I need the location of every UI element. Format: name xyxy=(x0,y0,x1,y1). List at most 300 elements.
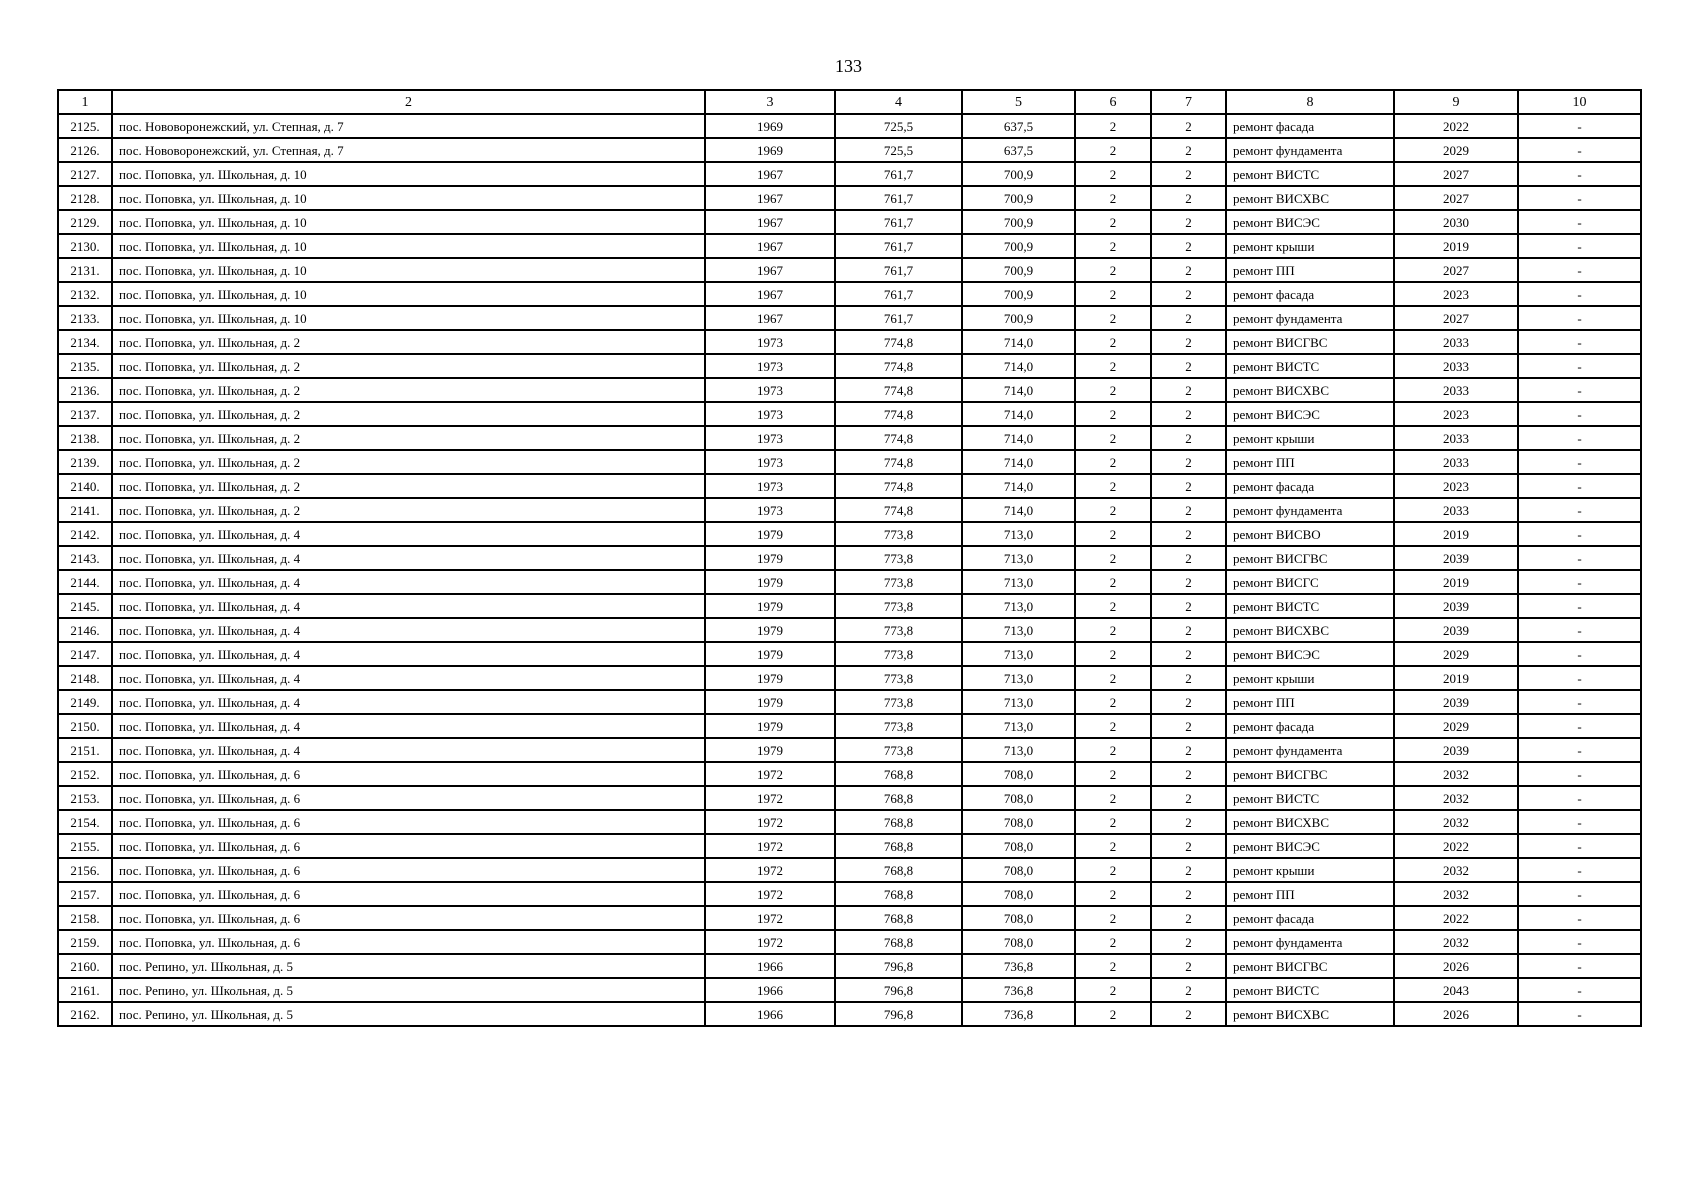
work-type-cell: ремонт крыши xyxy=(1226,666,1394,690)
year-cell: 1973 xyxy=(705,402,835,426)
table-row xyxy=(58,954,1641,978)
floors-cell: 2 xyxy=(1075,450,1151,474)
living-area-cell: 714,0 xyxy=(962,402,1075,426)
row-number-cell: 2141. xyxy=(58,498,112,522)
year-cell: 1973 xyxy=(705,426,835,450)
row-number-cell: 2138. xyxy=(58,426,112,450)
table-row xyxy=(58,426,1641,450)
floors-cell: 2 xyxy=(1075,282,1151,306)
row-number-cell: 2126. xyxy=(58,138,112,162)
note-cell: - xyxy=(1518,810,1641,834)
year-cell: 1967 xyxy=(705,282,835,306)
floors-cell: 2 xyxy=(1075,882,1151,906)
entrances-cell: 2 xyxy=(1151,138,1226,162)
table-row xyxy=(58,882,1641,906)
work-type-cell: ремонт ВИСХВС xyxy=(1226,186,1394,210)
plan-year-cell: 2033 xyxy=(1394,450,1518,474)
entrances-cell: 2 xyxy=(1151,882,1226,906)
note-cell: - xyxy=(1518,858,1641,882)
table-row xyxy=(58,1002,1641,1026)
table-row xyxy=(58,354,1641,378)
plan-year-cell: 2019 xyxy=(1394,234,1518,258)
row-number-cell: 2160. xyxy=(58,954,112,978)
work-type-cell: ремонт ВИСГВС xyxy=(1226,762,1394,786)
plan-year-cell: 2033 xyxy=(1394,330,1518,354)
plan-year-cell: 2027 xyxy=(1394,162,1518,186)
row-number-cell: 2158. xyxy=(58,906,112,930)
floors-cell: 2 xyxy=(1075,570,1151,594)
year-cell: 1973 xyxy=(705,450,835,474)
entrances-cell: 2 xyxy=(1151,378,1226,402)
address-cell: пос. Поповка, ул. Школьная, д. 2 xyxy=(112,474,705,498)
living-area-cell: 700,9 xyxy=(962,234,1075,258)
year-cell: 1967 xyxy=(705,306,835,330)
row-number-cell: 2150. xyxy=(58,714,112,738)
note-cell: - xyxy=(1518,354,1641,378)
plan-year-cell: 2033 xyxy=(1394,498,1518,522)
total-area-cell: 796,8 xyxy=(835,954,962,978)
total-area-cell: 773,8 xyxy=(835,618,962,642)
table-row xyxy=(58,282,1641,306)
address-cell: пос. Поповка, ул. Школьная, д. 6 xyxy=(112,786,705,810)
row-number-cell: 2157. xyxy=(58,882,112,906)
note-cell: - xyxy=(1518,162,1641,186)
floors-cell: 2 xyxy=(1075,762,1151,786)
work-type-cell: ремонт ПП xyxy=(1226,690,1394,714)
row-number-cell: 2127. xyxy=(58,162,112,186)
living-area-cell: 713,0 xyxy=(962,570,1075,594)
column-header: 9 xyxy=(1394,90,1518,114)
work-type-cell: ремонт фасада xyxy=(1226,906,1394,930)
row-number-cell: 2130. xyxy=(58,234,112,258)
table-row xyxy=(58,114,1641,138)
address-cell: пос. Поповка, ул. Школьная, д. 4 xyxy=(112,714,705,738)
work-type-cell: ремонт ВИСГС xyxy=(1226,570,1394,594)
living-area-cell: 714,0 xyxy=(962,474,1075,498)
year-cell: 1979 xyxy=(705,738,835,762)
entrances-cell: 2 xyxy=(1151,162,1226,186)
total-area-cell: 773,8 xyxy=(835,690,962,714)
year-cell: 1972 xyxy=(705,834,835,858)
entrances-cell: 2 xyxy=(1151,114,1226,138)
table-row xyxy=(58,930,1641,954)
work-type-cell: ремонт ПП xyxy=(1226,450,1394,474)
column-header: 8 xyxy=(1226,90,1394,114)
work-type-cell: ремонт крыши xyxy=(1226,426,1394,450)
row-number-cell: 2153. xyxy=(58,786,112,810)
plan-year-cell: 2027 xyxy=(1394,306,1518,330)
row-number-cell: 2132. xyxy=(58,282,112,306)
note-cell: - xyxy=(1518,690,1641,714)
plan-year-cell: 2023 xyxy=(1394,474,1518,498)
floors-cell: 2 xyxy=(1075,954,1151,978)
year-cell: 1972 xyxy=(705,906,835,930)
work-type-cell: ремонт ВИСЭС xyxy=(1226,642,1394,666)
address-cell: пос. Нововоронежский, ул. Степная, д. 7 xyxy=(112,138,705,162)
table-row xyxy=(58,810,1641,834)
plan-year-cell: 2027 xyxy=(1394,258,1518,282)
plan-year-cell: 2033 xyxy=(1394,426,1518,450)
entrances-cell: 2 xyxy=(1151,186,1226,210)
floors-cell: 2 xyxy=(1075,834,1151,858)
address-cell: пос. Поповка, ул. Школьная, д. 6 xyxy=(112,762,705,786)
table-row xyxy=(58,138,1641,162)
row-number-cell: 2129. xyxy=(58,210,112,234)
floors-cell: 2 xyxy=(1075,354,1151,378)
floors-cell: 2 xyxy=(1075,498,1151,522)
address-cell: пос. Поповка, ул. Школьная, д. 4 xyxy=(112,642,705,666)
note-cell: - xyxy=(1518,666,1641,690)
year-cell: 1973 xyxy=(705,474,835,498)
address-cell: пос. Поповка, ул. Школьная, д. 2 xyxy=(112,498,705,522)
floors-cell: 2 xyxy=(1075,666,1151,690)
column-header: 3 xyxy=(705,90,835,114)
total-area-cell: 774,8 xyxy=(835,354,962,378)
floors-cell: 2 xyxy=(1075,978,1151,1002)
work-type-cell: ремонт ВИСЭС xyxy=(1226,402,1394,426)
floors-cell: 2 xyxy=(1075,138,1151,162)
note-cell: - xyxy=(1518,402,1641,426)
floors-cell: 2 xyxy=(1075,210,1151,234)
total-area-cell: 725,5 xyxy=(835,114,962,138)
floors-cell: 2 xyxy=(1075,594,1151,618)
work-type-cell: ремонт ВИСВО xyxy=(1226,522,1394,546)
address-cell: пос. Поповка, ул. Школьная, д. 10 xyxy=(112,186,705,210)
entrances-cell: 2 xyxy=(1151,978,1226,1002)
year-cell: 1966 xyxy=(705,978,835,1002)
address-cell: пос. Поповка, ул. Школьная, д. 10 xyxy=(112,162,705,186)
work-type-cell: ремонт ПП xyxy=(1226,258,1394,282)
row-number-cell: 2146. xyxy=(58,618,112,642)
entrances-cell: 2 xyxy=(1151,858,1226,882)
living-area-cell: 713,0 xyxy=(962,666,1075,690)
floors-cell: 2 xyxy=(1075,690,1151,714)
total-area-cell: 773,8 xyxy=(835,714,962,738)
work-type-cell: ремонт крыши xyxy=(1226,234,1394,258)
year-cell: 1972 xyxy=(705,858,835,882)
row-number-cell: 2142. xyxy=(58,522,112,546)
row-number-cell: 2154. xyxy=(58,810,112,834)
total-area-cell: 761,7 xyxy=(835,162,962,186)
table-row xyxy=(58,546,1641,570)
address-cell: пос. Поповка, ул. Школьная, д. 6 xyxy=(112,882,705,906)
work-type-cell: ремонт ВИСХВС xyxy=(1226,378,1394,402)
entrances-cell: 2 xyxy=(1151,666,1226,690)
living-area-cell: 708,0 xyxy=(962,906,1075,930)
address-cell: пос. Поповка, ул. Школьная, д. 2 xyxy=(112,426,705,450)
living-area-cell: 713,0 xyxy=(962,594,1075,618)
total-area-cell: 725,5 xyxy=(835,138,962,162)
year-cell: 1979 xyxy=(705,642,835,666)
work-type-cell: ремонт ВИСГВС xyxy=(1226,546,1394,570)
note-cell: - xyxy=(1518,498,1641,522)
total-area-cell: 773,8 xyxy=(835,522,962,546)
entrances-cell: 2 xyxy=(1151,1002,1226,1026)
living-area-cell: 714,0 xyxy=(962,330,1075,354)
address-cell: пос. Поповка, ул. Школьная, д. 6 xyxy=(112,906,705,930)
living-area-cell: 714,0 xyxy=(962,498,1075,522)
row-number-cell: 2144. xyxy=(58,570,112,594)
entrances-cell: 2 xyxy=(1151,546,1226,570)
entrances-cell: 2 xyxy=(1151,450,1226,474)
living-area-cell: 714,0 xyxy=(962,426,1075,450)
plan-year-cell: 2019 xyxy=(1394,522,1518,546)
floors-cell: 2 xyxy=(1075,858,1151,882)
floors-cell: 2 xyxy=(1075,1002,1151,1026)
total-area-cell: 761,7 xyxy=(835,234,962,258)
row-number-cell: 2152. xyxy=(58,762,112,786)
address-cell: пос. Поповка, ул. Школьная, д. 10 xyxy=(112,282,705,306)
work-type-cell: ремонт ВИСТС xyxy=(1226,354,1394,378)
table-row xyxy=(58,306,1641,330)
plan-year-cell: 2026 xyxy=(1394,954,1518,978)
entrances-cell: 2 xyxy=(1151,594,1226,618)
plan-year-cell: 2039 xyxy=(1394,738,1518,762)
living-area-cell: 700,9 xyxy=(962,306,1075,330)
entrances-cell: 2 xyxy=(1151,642,1226,666)
work-type-cell: ремонт ВИСЭС xyxy=(1226,834,1394,858)
plan-year-cell: 2033 xyxy=(1394,378,1518,402)
table-row xyxy=(58,786,1641,810)
year-cell: 1972 xyxy=(705,882,835,906)
address-cell: пос. Репино, ул. Школьная, д. 5 xyxy=(112,1002,705,1026)
plan-year-cell: 2043 xyxy=(1394,978,1518,1002)
note-cell: - xyxy=(1518,1002,1641,1026)
note-cell: - xyxy=(1518,186,1641,210)
note-cell: - xyxy=(1518,522,1641,546)
plan-year-cell: 2032 xyxy=(1394,810,1518,834)
entrances-cell: 2 xyxy=(1151,234,1226,258)
address-cell: пос. Поповка, ул. Школьная, д. 4 xyxy=(112,690,705,714)
total-area-cell: 761,7 xyxy=(835,210,962,234)
table-row xyxy=(58,858,1641,882)
total-area-cell: 761,7 xyxy=(835,186,962,210)
page-number: 133 xyxy=(835,56,862,76)
note-cell: - xyxy=(1518,786,1641,810)
address-cell: пос. Поповка, ул. Школьная, д. 6 xyxy=(112,930,705,954)
work-type-cell: ремонт фасада xyxy=(1226,282,1394,306)
living-area-cell: 714,0 xyxy=(962,450,1075,474)
plan-year-cell: 2039 xyxy=(1394,690,1518,714)
living-area-cell: 708,0 xyxy=(962,858,1075,882)
living-area-cell: 714,0 xyxy=(962,354,1075,378)
total-area-cell: 768,8 xyxy=(835,834,962,858)
floors-cell: 2 xyxy=(1075,114,1151,138)
plan-year-cell: 2032 xyxy=(1394,882,1518,906)
entrances-cell: 2 xyxy=(1151,330,1226,354)
year-cell: 1973 xyxy=(705,378,835,402)
entrances-cell: 2 xyxy=(1151,786,1226,810)
entrances-cell: 2 xyxy=(1151,306,1226,330)
floors-cell: 2 xyxy=(1075,402,1151,426)
total-area-cell: 774,8 xyxy=(835,378,962,402)
entrances-cell: 2 xyxy=(1151,354,1226,378)
total-area-cell: 774,8 xyxy=(835,474,962,498)
living-area-cell: 713,0 xyxy=(962,642,1075,666)
address-cell: пос. Поповка, ул. Школьная, д. 10 xyxy=(112,306,705,330)
living-area-cell: 700,9 xyxy=(962,258,1075,282)
living-area-cell: 708,0 xyxy=(962,810,1075,834)
work-type-cell: ремонт ВИСТС xyxy=(1226,978,1394,1002)
work-type-cell: ремонт ВИСТС xyxy=(1226,162,1394,186)
address-cell: пос. Поповка, ул. Школьная, д. 6 xyxy=(112,858,705,882)
table-row xyxy=(58,330,1641,354)
year-cell: 1979 xyxy=(705,666,835,690)
living-area-cell: 637,5 xyxy=(962,114,1075,138)
year-cell: 1973 xyxy=(705,330,835,354)
table-row xyxy=(58,906,1641,930)
work-type-cell: ремонт ВИСХВС xyxy=(1226,810,1394,834)
row-number-cell: 2145. xyxy=(58,594,112,618)
address-cell: пос. Поповка, ул. Школьная, д. 2 xyxy=(112,378,705,402)
table-row xyxy=(58,234,1641,258)
table-row xyxy=(58,690,1641,714)
table-row xyxy=(58,978,1641,1002)
table-row xyxy=(58,618,1641,642)
year-cell: 1966 xyxy=(705,1002,835,1026)
living-area-cell: 713,0 xyxy=(962,690,1075,714)
note-cell: - xyxy=(1518,570,1641,594)
living-area-cell: 736,8 xyxy=(962,1002,1075,1026)
year-cell: 1967 xyxy=(705,258,835,282)
note-cell: - xyxy=(1518,306,1641,330)
year-cell: 1979 xyxy=(705,618,835,642)
living-area-cell: 700,9 xyxy=(962,210,1075,234)
work-type-cell: ремонт крыши xyxy=(1226,858,1394,882)
total-area-cell: 773,8 xyxy=(835,570,962,594)
table-row xyxy=(58,834,1641,858)
table-row xyxy=(58,402,1641,426)
year-cell: 1969 xyxy=(705,138,835,162)
plan-year-cell: 2029 xyxy=(1394,642,1518,666)
year-cell: 1979 xyxy=(705,594,835,618)
address-cell: пос. Поповка, ул. Школьная, д. 4 xyxy=(112,666,705,690)
plan-year-cell: 2039 xyxy=(1394,546,1518,570)
entrances-cell: 2 xyxy=(1151,930,1226,954)
entrances-cell: 2 xyxy=(1151,906,1226,930)
row-number-cell: 2136. xyxy=(58,378,112,402)
year-cell: 1967 xyxy=(705,210,835,234)
table-row xyxy=(58,594,1641,618)
note-cell: - xyxy=(1518,738,1641,762)
address-cell: пос. Поповка, ул. Школьная, д. 10 xyxy=(112,258,705,282)
work-type-cell: ремонт фундамента xyxy=(1226,306,1394,330)
living-area-cell: 713,0 xyxy=(962,738,1075,762)
total-area-cell: 768,8 xyxy=(835,882,962,906)
column-header: 7 xyxy=(1151,90,1226,114)
note-cell: - xyxy=(1518,378,1641,402)
table-row xyxy=(58,186,1641,210)
plan-year-cell: 2029 xyxy=(1394,714,1518,738)
entrances-cell: 2 xyxy=(1151,834,1226,858)
row-number-cell: 2156. xyxy=(58,858,112,882)
entrances-cell: 2 xyxy=(1151,258,1226,282)
total-area-cell: 761,7 xyxy=(835,282,962,306)
repair-schedule-table xyxy=(57,89,1642,1027)
address-cell: пос. Поповка, ул. Школьная, д. 6 xyxy=(112,810,705,834)
plan-year-cell: 2030 xyxy=(1394,210,1518,234)
note-cell: - xyxy=(1518,426,1641,450)
plan-year-cell: 2019 xyxy=(1394,666,1518,690)
plan-year-cell: 2026 xyxy=(1394,1002,1518,1026)
row-number-cell: 2137. xyxy=(58,402,112,426)
work-type-cell: ремонт фундамента xyxy=(1226,930,1394,954)
plan-year-cell: 2023 xyxy=(1394,402,1518,426)
work-type-cell: ремонт фасада xyxy=(1226,114,1394,138)
row-number-cell: 2161. xyxy=(58,978,112,1002)
plan-year-cell: 2022 xyxy=(1394,906,1518,930)
address-cell: пос. Поповка, ул. Школьная, д. 4 xyxy=(112,546,705,570)
plan-year-cell: 2029 xyxy=(1394,138,1518,162)
total-area-cell: 774,8 xyxy=(835,450,962,474)
entrances-cell: 2 xyxy=(1151,810,1226,834)
total-area-cell: 774,8 xyxy=(835,330,962,354)
entrances-cell: 2 xyxy=(1151,690,1226,714)
row-number-cell: 2139. xyxy=(58,450,112,474)
year-cell: 1972 xyxy=(705,810,835,834)
living-area-cell: 708,0 xyxy=(962,882,1075,906)
entrances-cell: 2 xyxy=(1151,570,1226,594)
year-cell: 1967 xyxy=(705,162,835,186)
entrances-cell: 2 xyxy=(1151,402,1226,426)
note-cell: - xyxy=(1518,834,1641,858)
row-number-cell: 2128. xyxy=(58,186,112,210)
year-cell: 1969 xyxy=(705,114,835,138)
living-area-cell: 700,9 xyxy=(962,186,1075,210)
address-cell: пос. Поповка, ул. Школьная, д. 2 xyxy=(112,402,705,426)
table-row xyxy=(58,378,1641,402)
total-area-cell: 768,8 xyxy=(835,858,962,882)
living-area-cell: 736,8 xyxy=(962,978,1075,1002)
note-cell: - xyxy=(1518,114,1641,138)
year-cell: 1967 xyxy=(705,186,835,210)
table-row xyxy=(58,570,1641,594)
floors-cell: 2 xyxy=(1075,474,1151,498)
year-cell: 1979 xyxy=(705,690,835,714)
living-area-cell: 714,0 xyxy=(962,378,1075,402)
work-type-cell: ремонт ВИСЭС xyxy=(1226,210,1394,234)
table-row xyxy=(58,714,1641,738)
floors-cell: 2 xyxy=(1075,738,1151,762)
living-area-cell: 713,0 xyxy=(962,546,1075,570)
row-number-cell: 2162. xyxy=(58,1002,112,1026)
total-area-cell: 774,8 xyxy=(835,426,962,450)
year-cell: 1972 xyxy=(705,786,835,810)
living-area-cell: 700,9 xyxy=(962,162,1075,186)
year-cell: 1967 xyxy=(705,234,835,258)
total-area-cell: 768,8 xyxy=(835,930,962,954)
work-type-cell: ремонт фасада xyxy=(1226,714,1394,738)
total-area-cell: 768,8 xyxy=(835,906,962,930)
row-number-cell: 2135. xyxy=(58,354,112,378)
year-cell: 1972 xyxy=(705,762,835,786)
column-header: 2 xyxy=(112,90,705,114)
column-header: 4 xyxy=(835,90,962,114)
total-area-cell: 773,8 xyxy=(835,546,962,570)
work-type-cell: ремонт фундамента xyxy=(1226,498,1394,522)
work-type-cell: ремонт ВИСХВС xyxy=(1226,1002,1394,1026)
year-cell: 1979 xyxy=(705,522,835,546)
address-cell: пос. Поповка, ул. Школьная, д. 10 xyxy=(112,210,705,234)
column-header: 1 xyxy=(58,90,112,114)
address-cell: пос. Поповка, ул. Школьная, д. 10 xyxy=(112,234,705,258)
work-type-cell: ремонт ВИСГВС xyxy=(1226,330,1394,354)
column-header: 6 xyxy=(1075,90,1151,114)
living-area-cell: 700,9 xyxy=(962,282,1075,306)
work-type-cell: ремонт ВИСТС xyxy=(1226,786,1394,810)
total-area-cell: 773,8 xyxy=(835,738,962,762)
note-cell: - xyxy=(1518,210,1641,234)
